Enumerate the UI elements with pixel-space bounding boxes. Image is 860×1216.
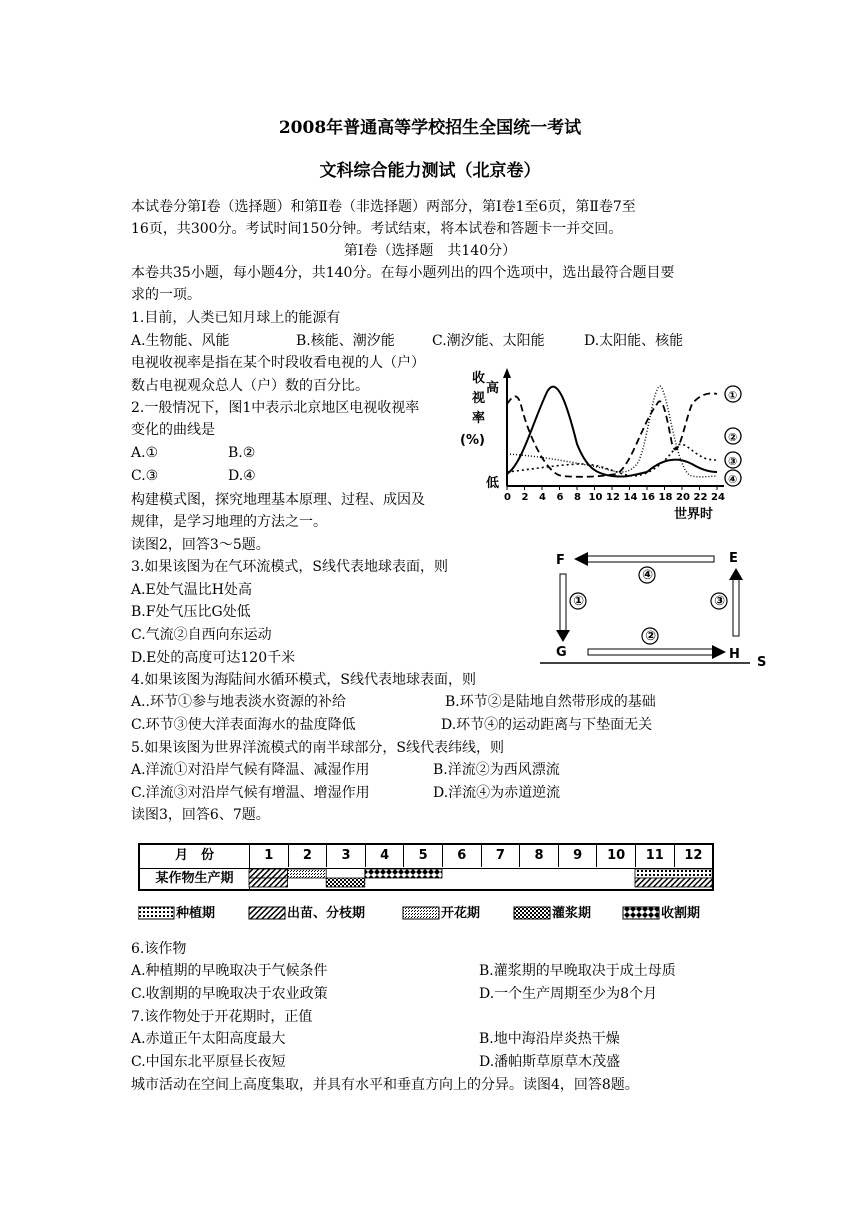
month-cell: 6 — [442, 845, 481, 867]
corner-H: H — [729, 647, 740, 662]
month-cell: 9 — [558, 845, 597, 867]
model-text: 规律，是学习地理的方法之一。 — [131, 514, 327, 530]
flow-label-1: ① — [573, 594, 585, 609]
legend-seedling: 出苗、分枝期 — [287, 906, 366, 921]
q2-option: C.③ — [131, 468, 159, 484]
line-S: S — [757, 655, 767, 670]
q1-option: D.太阳能、核能 — [584, 333, 684, 349]
intro-line: 16页，共300分。考试时间150分钟。考试结束，将本试卷和答题卡一并交回。 — [131, 221, 623, 237]
q7-option: B.地中海沿岸炎热干燥 — [479, 1031, 620, 1047]
section-heading: 第Ⅰ卷（选择题 共140分） — [343, 243, 517, 259]
x-tick-label: 8 — [574, 492, 581, 503]
q5-option: C.洋流③对沿岸气候有增温、增湿作用 — [131, 785, 370, 801]
q7-option: C.中国东北平原昼长夜短 — [131, 1054, 286, 1070]
month-cell: 1 — [249, 845, 288, 867]
curve-3 — [507, 444, 717, 476]
q6-option: B.灌浆期的早晚取决于成土母质 — [479, 963, 676, 979]
curve-2 — [507, 387, 717, 477]
question-4: 4.如果该图为海陆间水循环模式，S线代表地球表面，则 — [131, 672, 476, 688]
q4-option: A..环节①参与地表淡水资源的补给 — [131, 694, 347, 710]
bar-seedling — [249, 878, 288, 887]
q1-option: A.生物能、风能 — [131, 333, 230, 349]
question-2: 变化的曲线是 — [131, 422, 215, 438]
rule-line: 本卷共35小题，每小题4分，共140分。在每小题列出的四个选项中，选出最符合题目要 — [131, 265, 675, 281]
legend-flowering: 开花期 — [441, 906, 481, 921]
corner-G: G — [556, 645, 567, 660]
x-tick-label: 20 — [676, 492, 690, 503]
x-tick-label: 16 — [641, 492, 655, 503]
x-tick-label: 22 — [693, 492, 708, 503]
bar-filling — [326, 878, 365, 887]
rule-line: 求的一项。 — [131, 287, 201, 303]
month-cell: 3 — [326, 845, 365, 867]
q3-option: B.F处气压比G处低 — [131, 604, 251, 620]
q2-option: A.① — [131, 445, 159, 461]
y-label-char: 视 — [472, 391, 486, 406]
x-tick-label: 18 — [658, 492, 673, 503]
q6-option: C.收割期的早晚取决于农业政策 — [131, 986, 328, 1002]
question-6: 6.该作物 — [131, 941, 187, 957]
q1-option: B.核能、潮汐能 — [296, 333, 395, 349]
q4-option: B.环节②是陆地自然带形成的基础 — [445, 694, 656, 710]
q3-option: C.气流②自西向东运动 — [131, 627, 272, 643]
curve-label-3: ③ — [728, 455, 738, 468]
exam-title: 2008年普通高等学校招生全国统一考试 — [278, 118, 582, 138]
question-1: 1.目前，人类已知月球上的能源有 — [131, 310, 341, 326]
figure-3-crop-calendar — [138, 843, 714, 891]
q4-option: C.环节③使大洋表面海水的盐度降低 — [131, 717, 356, 733]
question-7: 7.该作物处于开花期时，正值 — [131, 1009, 313, 1025]
bar-harvest — [365, 869, 442, 878]
q3-option: D.E处的高度可达120千米 — [131, 650, 296, 666]
flow-label-2: ② — [645, 629, 657, 644]
month-cell: 10 — [596, 845, 635, 867]
q5-option: B.洋流②为西风漂流 — [433, 762, 560, 778]
month-cell: 7 — [481, 845, 520, 867]
y-label-char: 率 — [472, 411, 486, 426]
q7-option: D.潘帕斯草原草木茂盛 — [479, 1054, 621, 1070]
month-cell: 11 — [635, 845, 674, 867]
curve-label-4: ④ — [728, 473, 738, 486]
curve-1 — [507, 393, 717, 477]
tv-definition: 电视收视率是指在某个时段收看电视的人（户） — [131, 355, 425, 371]
x-tick-label: 12 — [606, 492, 620, 503]
bar-flowering — [288, 869, 327, 878]
x-tick-label: 14 — [623, 492, 638, 503]
month-cell: 5 — [403, 845, 442, 867]
corner-E: E — [729, 551, 738, 566]
legend-harvest: 收割期 — [661, 906, 701, 921]
question-5: 5.如果该图为世界洋流模式的南半球部分，S线代表纬线，则 — [131, 740, 504, 756]
q6-option: A.种植期的早晚取决于气候条件 — [131, 963, 328, 979]
x-tick-label: 6 — [556, 492, 564, 503]
corner-F: F — [556, 553, 565, 568]
read-figure-2: 读图2，回答3～5题。 — [131, 537, 270, 553]
q7-option: A.赤道正午太阳高度最大 — [131, 1031, 286, 1047]
y-high-label: 高 — [486, 381, 500, 396]
legend-planting: 种植期 — [176, 906, 216, 921]
y-low-label: 低 — [486, 476, 500, 491]
curve-label-2: ② — [728, 431, 738, 444]
q3-option: A.E处气温比H处高 — [131, 582, 252, 598]
q5-option: D.洋流④为赤道逆流 — [433, 785, 561, 801]
q4-option: D.环节④的运动距离与下垫面无关 — [441, 717, 653, 733]
tv-definition: 数占电视观众总人（户）数的百分比。 — [131, 378, 369, 394]
q2-option: D.④ — [228, 468, 256, 484]
month-cell: 12 — [674, 845, 713, 867]
q2-option: B.② — [228, 445, 256, 461]
q5-option: A.洋流①对沿岸气候有降温、减湿作用 — [131, 762, 370, 778]
month-cell: 8 — [519, 845, 558, 867]
figure-1-tv-rating — [452, 364, 782, 524]
figure-3-legend — [138, 903, 738, 925]
flow-label-4: ④ — [642, 568, 654, 583]
read-figure-3: 读图3，回答6、7题。 — [131, 807, 270, 823]
figure-2-circulation-model — [536, 546, 776, 676]
exam-subtitle: 文科综合能力测试（北京卷） — [319, 161, 541, 181]
month-cell: 4 — [365, 845, 404, 867]
month-cell: 2 — [288, 845, 327, 867]
q6-option: D.一个生产周期至少为8个月 — [479, 986, 658, 1002]
flow-label-3: ③ — [714, 594, 726, 609]
y-label-char: 收 — [472, 371, 486, 386]
y-unit: (%) — [460, 433, 485, 448]
curve-4 — [507, 386, 717, 477]
read-figure-4: 城市活动在空间上高度集取，并具有水平和垂直方向上的分异。读图4，回答8题。 — [131, 1077, 639, 1093]
x-tick-label: 2 — [521, 492, 529, 503]
calendar-header-label: 月 份 — [174, 848, 214, 863]
calendar-row-label: 某作物生产期 — [155, 871, 234, 886]
x-tick-label: 10 — [588, 492, 603, 503]
x-tick-label: 0 — [504, 492, 511, 503]
x-tick-label: 24 — [711, 492, 725, 503]
intro-line: 本试卷分第Ⅰ卷（选择题）和第Ⅱ卷（非选择题）两部分，第Ⅰ卷1至6页，第Ⅱ卷7至 — [131, 199, 636, 215]
q1-option: C.潮汐能、太阳能 — [432, 333, 545, 349]
question-3: 3.如果该图为在气环流模式，S线代表地球表面，则 — [131, 559, 448, 575]
legend-filling: 灌浆期 — [552, 906, 592, 921]
x-tick-label: 4 — [539, 492, 546, 503]
bar-seedling — [249, 869, 288, 878]
model-text: 构建模式图，探究地理基本原理、过程、成因及 — [131, 492, 425, 508]
bar-seedling — [635, 878, 712, 887]
curve-label-1: ① — [728, 389, 738, 402]
x-axis-label: 世界时 — [674, 507, 714, 522]
bar-planting — [635, 869, 712, 878]
question-2: 2.一般情况下，图1中表示北京地区电视收视率 — [131, 400, 420, 416]
